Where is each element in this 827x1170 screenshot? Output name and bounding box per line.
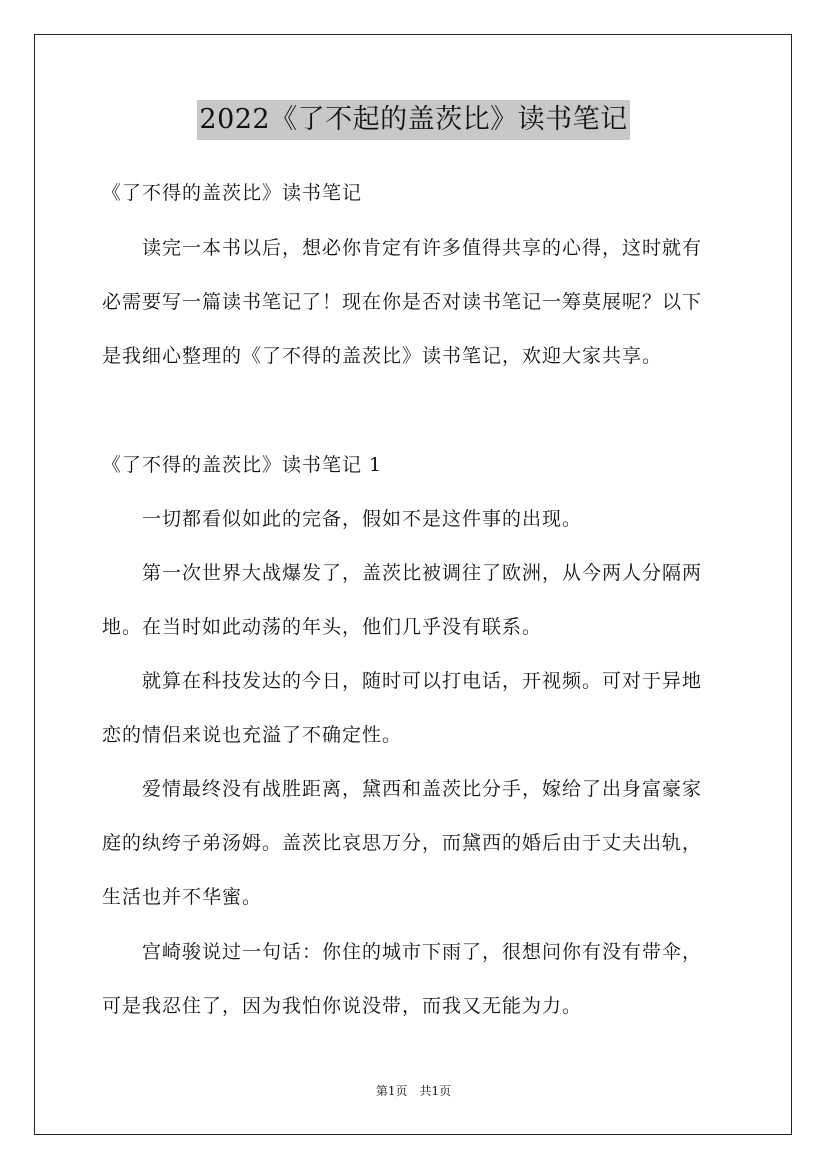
paragraph-line [102,669,730,693]
paragraph-line [102,723,730,747]
paragraph-line [102,940,730,964]
text-line: 庭的纨绔子弟汤姆。盖茨比哀思万分，而黛西的婚后由于丈夫出轨， [102,832,703,854]
paragraph-line [102,290,730,314]
paragraph-line [102,777,730,801]
text-line: 一切都看似如此的完备，假如不是这件事的出现。 [102,508,583,530]
title-container [0,100,827,140]
paragraph-line [102,507,730,531]
paragraph-line [102,344,730,368]
text-line: 可是我忍住了，因为我怕你说没带，而我又无能为力。 [102,995,583,1017]
text-line: 第一次世界大战爆发了，盖茨比被调往了欧洲，从今两人分隔两 [102,562,703,584]
text-line: 生活也并不华蜜。 [102,886,263,908]
paragraph-line [102,994,730,1018]
text-line: 地。在当时如此动荡的年头，他们几乎没有联系。 [102,616,543,638]
page-footer: 第1页 共1页 [375,1084,452,1098]
paragraph-line [102,181,730,205]
paragraph-line [102,561,730,585]
document-title: 2022《了不起的盖茨比》读书笔记 [197,100,629,140]
text-line: 读完一本书以后，想必你肯定有许多值得共享的心得，这时就有 [102,237,703,259]
section-heading: 《了不得的盖茨比》读书笔记 1 [102,454,383,476]
paragraph-line [102,885,730,909]
text-line: 宫崎骏说过一句话：你住的城市下雨了，很想问你有没有带伞， [102,941,703,963]
paragraph-line [102,831,730,855]
paragraph-line [102,236,730,260]
section-heading: 《了不得的盖茨比》读书笔记 [102,182,363,204]
paragraph-line [102,453,730,477]
text-line: 恋的情侣来说也充溢了不确定性。 [102,724,403,746]
text-line: 爱情最终没有战胜距离，黛西和盖茨比分手，嫁给了出身富豪家 [102,778,703,800]
text-line: 就算在科技发达的今日，随时可以打电话，开视频。可对于异地 [102,670,703,692]
text-line: 必需要写一篇读书笔记了！现在你是否对读书笔记一筹莫展呢？以下 [102,291,703,313]
paragraph-line [102,615,730,639]
text-line: 是我细心整理的《了不得的盖茨比》读书笔记，欢迎大家共享。 [102,345,663,367]
